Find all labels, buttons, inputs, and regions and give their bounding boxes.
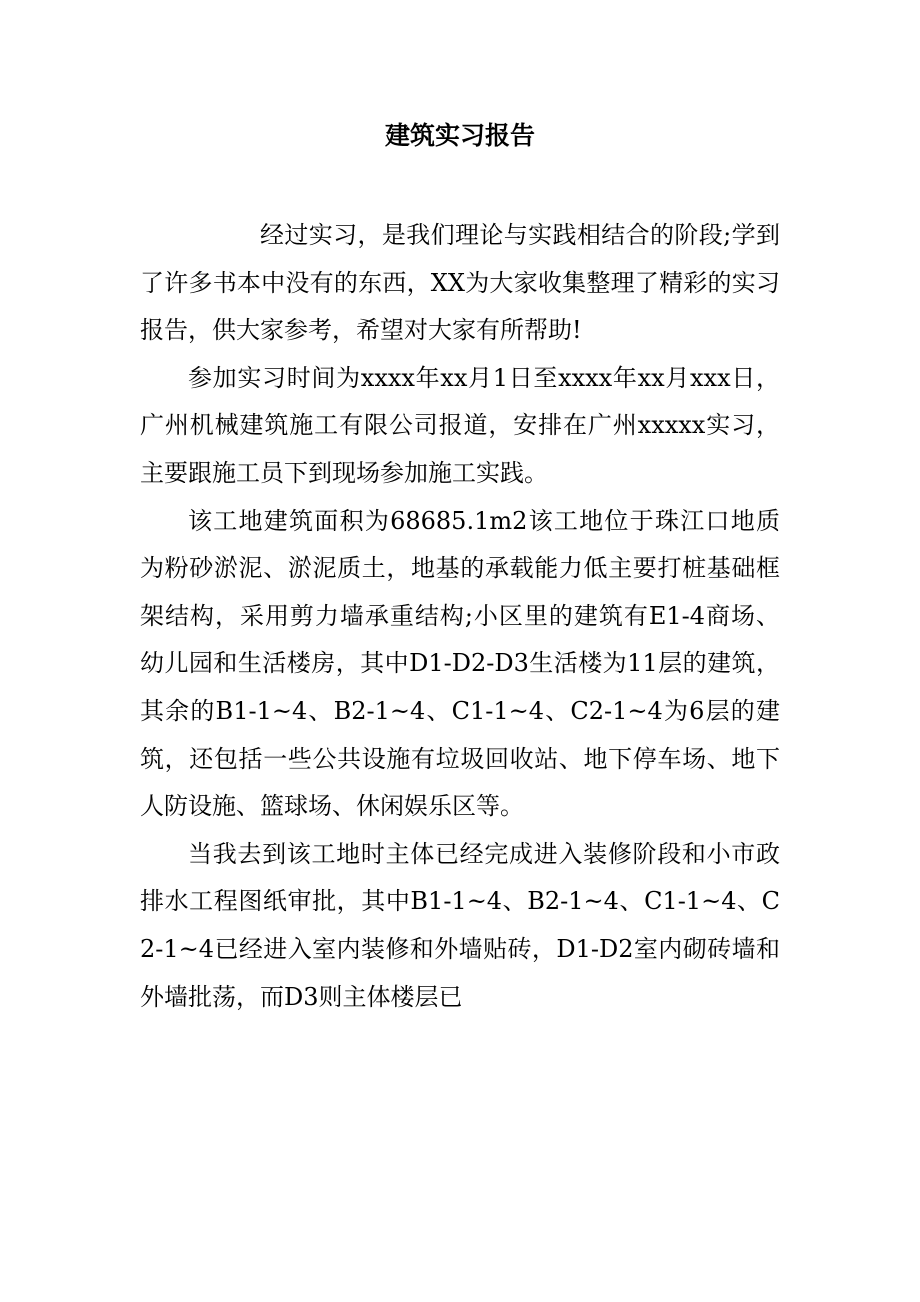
- paragraph-site-overview: 该工地建筑面积为68685.1m2该工地位于珠江口地质为粉砂淤泥、淤泥质土，地基的承载能力低主要打桩基础框架结构，采用剪力墙承重结构;小区里的建筑有E1-4商场、幼儿园和生活楼房，其中D1-D2-D3生活楼为11层的建筑，其余的B1-1~4、B2-1~4、C1-1~4、C2-1~4为6层的建筑，还包括一些公共设施有垃圾回收站、地下停车场、地下人防设施、篮球场、休闲娱乐区等。: [140, 506, 780, 821]
- paragraph-internship-period: 参加实习时间为xxxx年xx月1日至xxxx年xx月xxx日，广州机械建筑施工有限公司报道，安排在广州xxxxx实习，主要跟施工员下到现场参加施工实践。: [140, 363, 780, 487]
- document-body: [140, 212, 780, 1021]
- document-title: 建筑实习报告: [384, 121, 535, 150]
- paragraph-construction-progress: 当我去到该工地时主体已经完成进入装修阶段和小市政排水工程图纸审批，其中B1-1~4、B2-1~4、C1-1~4、C2-1~4已经进入室内装修和外墙贴砖，D1-D2室内砌砖墙和外墙批荡，而D3则主体楼层已: [140, 839, 780, 1011]
- paragraph-intro: 经过实习，是我们理论与实践相结合的阶段;学到了许多书本中没有的东西，XX为大家收集整理了精彩的实习报告，供大家参考，希望对大家有所帮助!: [140, 221, 780, 345]
